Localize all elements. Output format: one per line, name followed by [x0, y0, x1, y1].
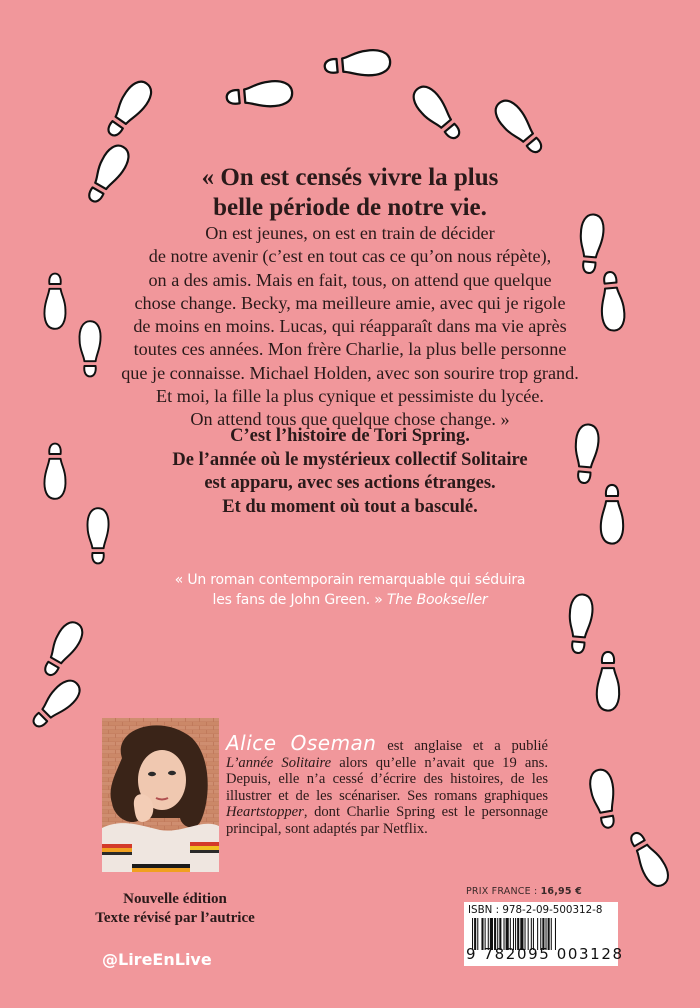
edition-line-2: Texte révisé par l’autrice [95, 910, 255, 926]
story-line: Et du moment où tout a basculé. [222, 496, 478, 517]
barcode [464, 902, 624, 966]
quote-line: que je connaisse. Michael Holden, avec son sourire trop grand. [121, 362, 579, 383]
review-line-1: « Un roman contemporain remarquable qui séduira [174, 572, 526, 588]
price [466, 886, 582, 897]
quote-line: chose change. Becky, ma meilleure amie, avec qui je rigole [134, 292, 566, 313]
author-photo [102, 718, 219, 872]
author-name: Alice Oseman [226, 731, 377, 755]
quote-lead-line: « On est censés vivre la plus [201, 164, 499, 191]
quote-lead-line: belle période de notre vie. [213, 194, 487, 221]
review-text: les fans de John Green. » [212, 592, 383, 608]
bio-series-title: Heartstopper [226, 804, 304, 820]
bio-text-3: , dont Charlie Spring est le personnage principal, sont adaptés par Netflix. [226, 804, 548, 837]
edition-note [80, 890, 270, 928]
quote-body [110, 222, 590, 432]
price-label: PRIX FRANCE : [466, 886, 541, 897]
isbn-label: ISBN : 978-2-09-500312-8 [468, 904, 603, 916]
price-value: 16,95 € [540, 886, 582, 897]
barcode-digits: 9 782095 003128 [466, 945, 624, 963]
bio-text-1: est anglaise et a publié [376, 738, 548, 754]
review-line-2 [130, 590, 570, 610]
quote-line: de notre avenir (c’est en tout cas ce qu’on nous répète), [148, 246, 552, 267]
story-line: De l’année où le mystérieux collectif Solitaire [172, 449, 528, 470]
review-source: The Bookseller [386, 592, 488, 608]
quote-line: On est jeunes, on est en train de décider [205, 223, 495, 243]
story-summary [110, 425, 590, 519]
quote-line: On attend tous que quelque chose change. » [190, 409, 510, 430]
edition-line-1: Nouvelle édition [123, 891, 227, 907]
author-photo-image [102, 718, 219, 872]
quote-line: toutes ces années. Mon frère Charlie, la plus belle personne [133, 339, 567, 360]
quote-line: de moins en moins. Lucas, qui réapparaît dans ma vie après [133, 316, 567, 337]
story-line: C’est l’histoire de Tori Spring. [230, 426, 470, 446]
author-bio [226, 731, 548, 837]
bio-text-2: alors qu’elle n’avait que 19 ans. Depuis, elle n’a cessé d’écrire des histoires, de les illustrer et de les scénariser. Ses romans graphiques [226, 754, 548, 804]
quote-line: on a des amis. Mais en fait, tous, on attend que quelque [148, 269, 552, 290]
bio-book-title: L’année Solitaire [226, 754, 332, 771]
social-handle: @LireEnLive [102, 950, 212, 969]
quote-line: Et moi, la fille la plus cynique et pessimiste du lycée. [156, 386, 544, 407]
story-line: est apparu, avec ses actions étranges. [204, 473, 496, 493]
press-review [130, 570, 570, 610]
quote-lead [120, 163, 580, 223]
